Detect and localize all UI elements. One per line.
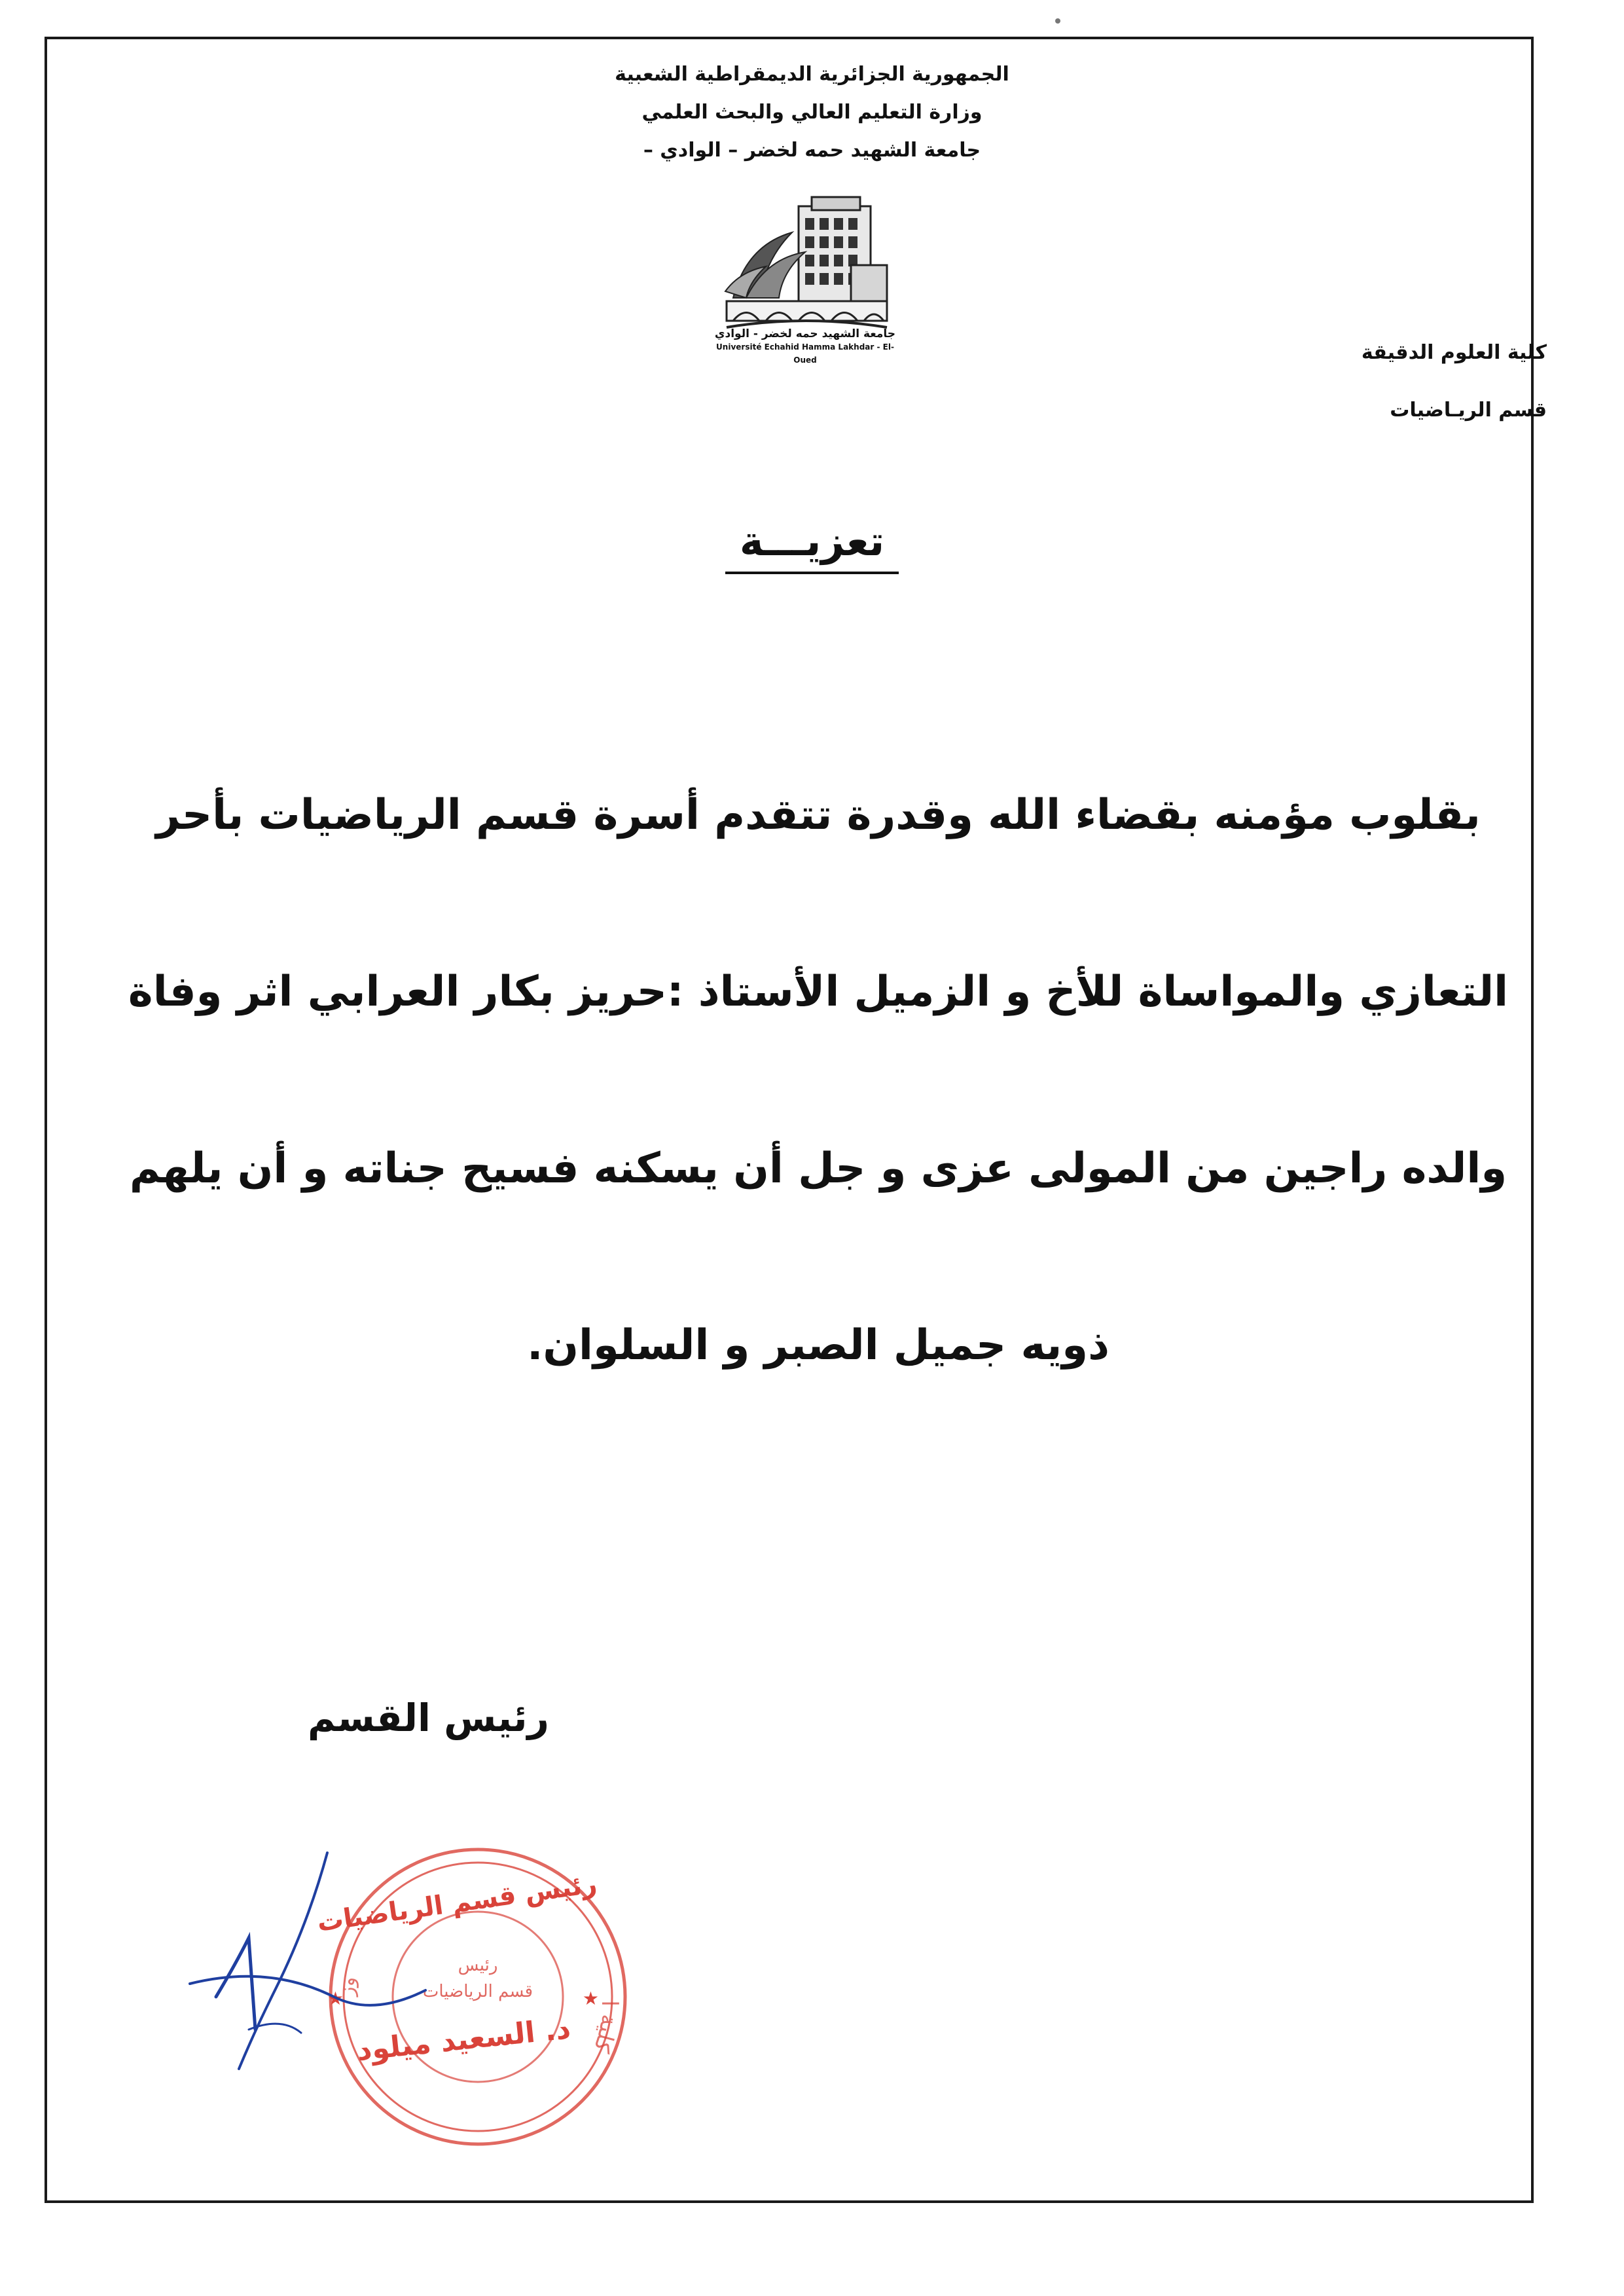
signature-title: رئيس القسم <box>308 1696 549 1740</box>
body-line-3: والده راجين من المولى عزى و جل أن يسكنه فسيح جناته و أن يلهم <box>129 1144 1507 1193</box>
department-name: قسم الريـاضيات <box>1390 399 1547 422</box>
body-line-1: بقلوب مؤمنه بقضاء الله وقدرة تتقدم أسرة قسم الرياضيات بأحر <box>156 791 1481 839</box>
svg-text:وزارة التعليم العالي والبحث ال: وز <box>335 1975 361 1997</box>
document-title <box>0 517 1624 574</box>
svg-text:كلية العلوم الدقيقة: كلية ا <box>588 2000 623 2056</box>
condolence-body <box>111 727 1525 1434</box>
logo-caption-arabic: جامعة الشهيد حمه لخضر - الوادي <box>714 327 896 340</box>
logo-caption <box>713 327 897 367</box>
svg-text:رئيس: رئيس <box>458 1956 498 1975</box>
scan-speck <box>1055 18 1060 24</box>
svg-text:★: ★ <box>582 1988 599 2009</box>
logo-caption-latin: Université Echahid Hamma Lakhdar - El-Oued <box>716 342 894 365</box>
university-building-icon <box>720 193 890 331</box>
svg-text:قسم الرياضيات: قسم الرياضيات <box>422 1982 533 2001</box>
header-university: جامعة الشهيد حمه لخضر – الوادي – <box>643 139 981 162</box>
title-text: تعزيـــة <box>725 517 899 574</box>
svg-text:★: ★ <box>327 1988 344 2009</box>
body-line-4: ذويه جميل الصبر و السلوان. <box>527 1321 1110 1370</box>
svg-text:رئيس قسم الرياضيات: رئيس قسم الرياضيات <box>315 1868 599 1938</box>
faculty-department <box>1362 324 1547 439</box>
letterhead <box>0 56 1624 170</box>
faculty-name: كلية العلوم الدقيقة <box>1361 341 1547 364</box>
stamp-seal-icon <box>177 1833 648 2160</box>
official-stamp <box>177 1833 648 2160</box>
header-republic: الجمهورية الجزائرية الديمقراطية الشعبية <box>615 63 1009 86</box>
svg-text:د. السعيد ميلود: د. السعيد ميلود <box>355 2012 573 2068</box>
header-ministry: وزارة التعليم العالي والبحث العلمي <box>641 101 983 124</box>
body-line-2: التعازي والمواساة للأخ و الزميل الأستاذ :حريز بكار العرابي اثر وفاة <box>128 968 1509 1016</box>
